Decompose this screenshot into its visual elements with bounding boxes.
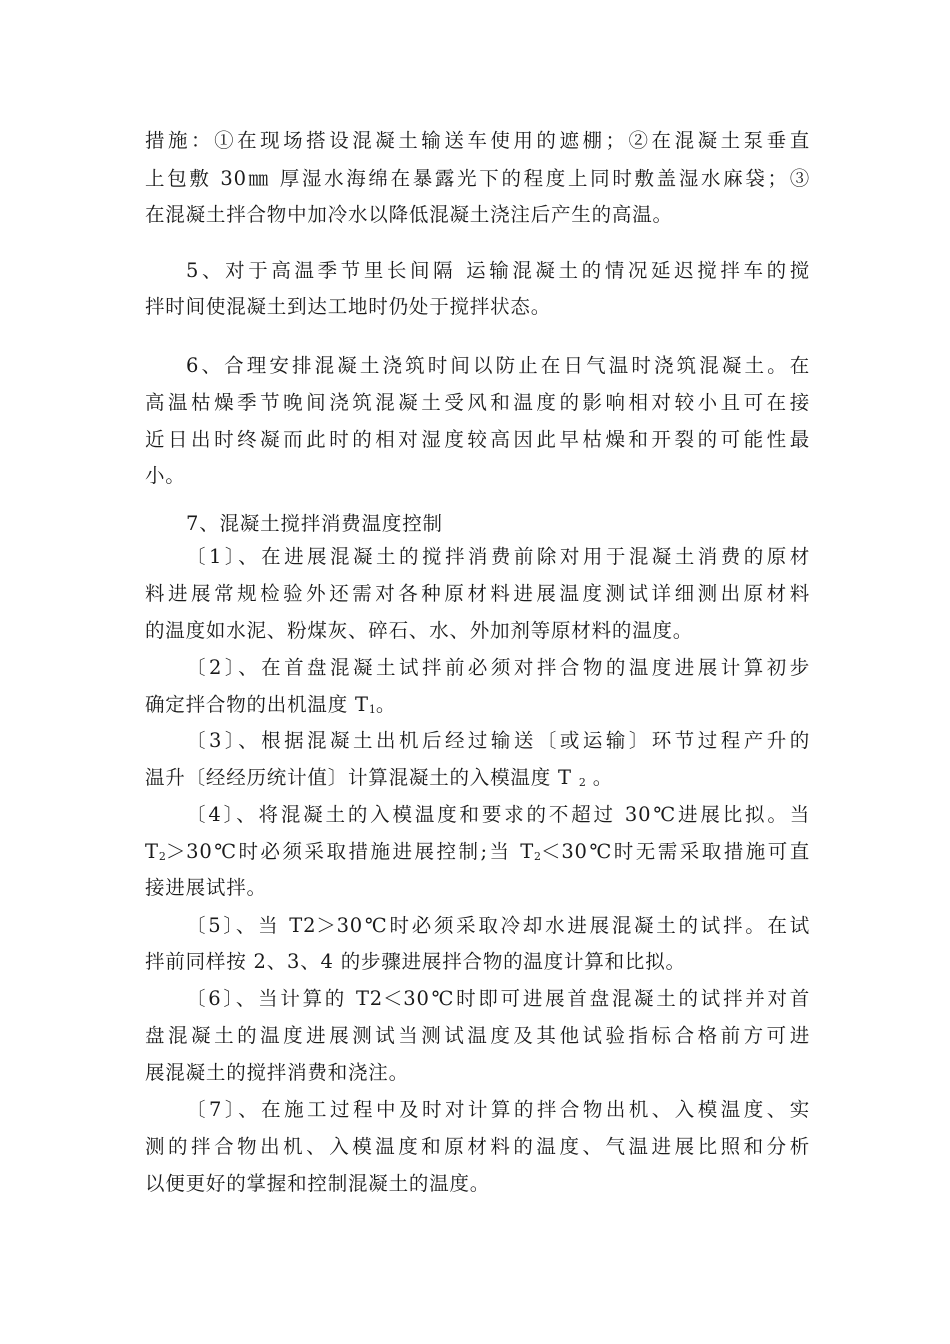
item-7-line-1: 〔7〕、在施工过程中及时对计算的拌合物出机、入模温度、实 [186, 1098, 810, 1121]
item-2-line-2: 确定拌合物的出机温度 T1。 [145, 693, 397, 716]
item-4-line-1: 〔4〕、将混凝土的入模温度和要求的不超过 30℃进展比拟。当 [186, 803, 810, 826]
item-1-line-2: 料进展常规检验外还需对各种原材料进展温度测试详细测出原材料 [145, 582, 810, 605]
item-5-line-2: 拌前同样按 2、3、4 的步骤进展拌合物的温度计算和比拟。 [145, 950, 686, 973]
paragraph-6-line-4: 小。 [145, 464, 186, 487]
item-7-line-3: 以便更好的掌握和控制混凝土的温度。 [145, 1172, 491, 1195]
paragraph-4-line-1: 措施：①在现场搭设混凝土输送车使用的遮棚；②在混凝土泵垂直 [145, 129, 810, 152]
item-3-line-1: 〔3〕、根据混凝土出机后经过输送〔或运输〕环节过程产升的 [186, 729, 810, 752]
paragraph-5-line-1: 5、对于高温季节里长间隔 运输混凝土的情况延迟搅拌车的搅 [186, 259, 810, 282]
paragraph-4-line-2: 上包敷 30㎜ 厚湿水海绵在暴露光下的程度上同时敷盖湿水麻袋；③ [145, 167, 810, 190]
item-5-line-1: 〔5〕、当 T2＞30℃时必须采取冷却水进展混凝土的试拌。在试 [186, 914, 810, 937]
paragraph-6-line-2: 高温枯燥季节晚间浇筑混凝土受风和温度的影响相对较小且可在接 [145, 391, 810, 414]
item-4-line-2: T2＞30℃时必须采取措施进展控制;当 T2＜30℃时无需采取措施可直 [145, 840, 810, 863]
item-6-line-1: 〔6〕、当计算的 T2＜30℃时即可进展首盘混凝土的试拌并对首 [186, 987, 810, 1010]
paragraph-6-line-3: 近日出时终凝而此时的相对湿度较高因此早枯燥和开裂的可能性最 [145, 428, 810, 451]
paragraph-5-line-2: 拌时间使混凝土到达工地时仍处于搅拌状态。 [145, 295, 552, 318]
section-7-heading: 7、混凝土搅拌消费温度控制 [186, 512, 443, 535]
paragraph-6-line-1: 6、合理安排混凝土浇筑时间以防止在日气温时浇筑混凝土。在 [186, 354, 810, 377]
item-6-line-3: 展混凝土的搅拌消费和浇注。 [145, 1061, 409, 1084]
item-6-line-2: 盘混凝土的温度进展测试当测试温度及其他试验指标合格前方可进 [145, 1024, 810, 1047]
paragraph-4-line-3: 在混凝土拌合物中加冷水以降低混凝土浇注后产生的高温。 [145, 203, 673, 226]
item-1-line-1: 〔1〕、在进展混凝土的搅拌消费前除对用于混凝土消费的原材 [186, 545, 810, 568]
item-3-line-2: 温升〔经经历统计值〕计算混凝土的入模温度 T 2 。 [145, 766, 614, 789]
item-2-line-1: 〔2〕、在首盘混凝土试拌前必须对拌合物的温度进展计算初步 [186, 656, 810, 679]
item-7-line-2: 测的拌合物出机、入模温度和原材料的温度、气温进展比照和分析 [145, 1135, 810, 1158]
item-4-line-3: 接进展试拌。 [145, 876, 267, 899]
item-1-line-3: 的温度如水泥、粉煤灰、碎石、水、外加剂等原材料的温度。 [145, 619, 694, 642]
